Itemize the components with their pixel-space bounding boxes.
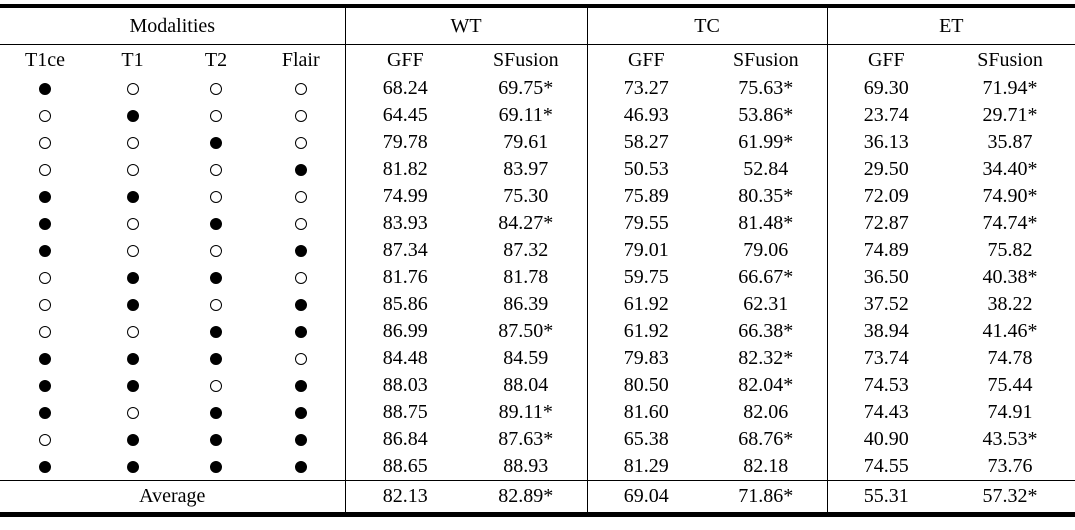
value-cell: 74.55 xyxy=(827,453,945,481)
table-row xyxy=(0,183,1075,210)
value-cell: 73.27 xyxy=(587,75,705,102)
modality-cell xyxy=(0,426,90,453)
modality-cell xyxy=(90,129,175,156)
value-cell: 73.76 xyxy=(987,455,1033,477)
modality-cell xyxy=(90,210,175,237)
value-cell: 52.84 xyxy=(743,158,789,180)
open-circle-icon xyxy=(127,326,139,338)
filled-circle-icon xyxy=(127,461,139,473)
open-circle-icon xyxy=(295,191,307,203)
average-label: Average xyxy=(0,481,345,515)
value-cell: 82.32* xyxy=(738,347,794,369)
open-circle-icon xyxy=(210,245,222,257)
filled-circle-icon xyxy=(127,110,139,122)
column-group-header-row xyxy=(0,6,1075,45)
value-cell: 36.50 xyxy=(827,264,945,291)
modality-cell xyxy=(257,345,345,372)
value-cell: 46.93 xyxy=(587,102,705,129)
value-cell: 87.34 xyxy=(345,237,465,264)
table-row xyxy=(0,129,1075,156)
open-circle-icon xyxy=(127,407,139,419)
value-cell: 71.86* xyxy=(705,481,827,515)
table-row xyxy=(0,237,1075,264)
open-circle-icon xyxy=(39,299,51,311)
modality-cell xyxy=(0,372,90,399)
modality-cell xyxy=(0,345,90,372)
table-row xyxy=(0,210,1075,237)
filled-circle-icon xyxy=(295,407,307,419)
table-body xyxy=(0,75,1075,481)
modality-cell xyxy=(0,399,90,426)
filled-circle-icon xyxy=(39,380,51,392)
filled-circle-icon xyxy=(39,218,51,230)
filled-circle-icon xyxy=(127,353,139,365)
value-cell: 75.82 xyxy=(987,239,1033,261)
open-circle-icon xyxy=(39,164,51,176)
filled-circle-icon xyxy=(127,434,139,446)
filled-circle-icon xyxy=(295,164,307,176)
filled-circle-icon xyxy=(210,353,222,365)
open-circle-icon xyxy=(127,137,139,149)
group-header-et: ET xyxy=(827,6,1075,45)
value-cell: 61.92 xyxy=(587,291,705,318)
value-cell: 66.67* xyxy=(738,266,794,288)
table-row xyxy=(0,318,1075,345)
value-cell: 88.03 xyxy=(345,372,465,399)
column-header-t1: T1 xyxy=(121,48,144,71)
filled-circle-icon xyxy=(39,245,51,257)
value-cell: 29.50 xyxy=(827,156,945,183)
filled-circle-icon xyxy=(295,461,307,473)
value-cell: 69.04 xyxy=(587,481,705,515)
value-cell: 74.74* xyxy=(982,212,1038,234)
value-cell: 81.48* xyxy=(738,212,794,234)
filled-circle-icon xyxy=(210,218,222,230)
value-cell: 80.35* xyxy=(738,185,794,207)
value-cell: 40.90 xyxy=(827,426,945,453)
value-cell: 65.38 xyxy=(587,426,705,453)
open-circle-icon xyxy=(210,164,222,176)
modality-cell xyxy=(175,453,257,481)
value-cell: 86.39 xyxy=(503,293,549,315)
filled-circle-icon xyxy=(210,272,222,284)
value-cell: 82.04* xyxy=(738,374,794,396)
value-cell: 35.87 xyxy=(987,131,1033,153)
value-cell: 71.94* xyxy=(982,77,1038,99)
value-cell: 81.76 xyxy=(345,264,465,291)
table-row xyxy=(0,156,1075,183)
open-circle-icon xyxy=(295,110,307,122)
value-cell: 29.71* xyxy=(982,104,1038,126)
open-circle-icon xyxy=(210,110,222,122)
modality-cell xyxy=(257,156,345,183)
modality-cell xyxy=(0,453,90,481)
modality-cell xyxy=(0,264,90,291)
value-cell: 23.74 xyxy=(827,102,945,129)
filled-circle-icon xyxy=(295,299,307,311)
group-header-wt: WT xyxy=(345,6,587,45)
modality-cell xyxy=(175,399,257,426)
value-cell: 74.78 xyxy=(987,347,1033,369)
modality-cell xyxy=(257,264,345,291)
modality-cell xyxy=(175,102,257,129)
open-circle-icon xyxy=(295,353,307,365)
value-cell: 41.46* xyxy=(982,320,1038,342)
open-circle-icon xyxy=(210,191,222,203)
value-cell: 66.38* xyxy=(738,320,794,342)
modality-cell xyxy=(257,75,345,102)
value-cell: 79.61 xyxy=(503,131,549,153)
filled-circle-icon xyxy=(295,380,307,392)
value-cell: 83.93 xyxy=(345,210,465,237)
modality-cell xyxy=(175,426,257,453)
modality-cell xyxy=(175,372,257,399)
value-cell: 50.53 xyxy=(587,156,705,183)
modality-cell xyxy=(257,318,345,345)
value-cell: 81.60 xyxy=(587,399,705,426)
value-cell: 84.27* xyxy=(498,212,554,234)
table-row xyxy=(0,75,1075,102)
modality-cell xyxy=(0,318,90,345)
open-circle-icon xyxy=(39,137,51,149)
modality-cell xyxy=(175,264,257,291)
value-cell: 86.99 xyxy=(345,318,465,345)
table-row xyxy=(0,399,1075,426)
column-header-flair: Flair xyxy=(281,48,320,71)
filled-circle-icon xyxy=(39,191,51,203)
modality-cell xyxy=(0,210,90,237)
value-cell: 74.90* xyxy=(982,185,1038,207)
value-cell: 82.13 xyxy=(345,481,465,515)
value-cell: 75.30 xyxy=(503,185,549,207)
average-row xyxy=(0,481,1075,515)
modality-cell xyxy=(175,345,257,372)
column-header-wt-sfusion: SFusion xyxy=(493,48,559,71)
modality-cell xyxy=(90,372,175,399)
value-cell: 74.43 xyxy=(827,399,945,426)
modality-cell xyxy=(257,102,345,129)
modality-cell xyxy=(175,237,257,264)
column-header-wt-gff: GFF xyxy=(345,45,465,76)
value-cell: 74.53 xyxy=(827,372,945,399)
filled-circle-icon xyxy=(39,461,51,473)
filled-circle-icon xyxy=(210,326,222,338)
value-cell: 75.63* xyxy=(738,77,794,99)
value-cell: 79.83 xyxy=(587,345,705,372)
modality-cell xyxy=(0,237,90,264)
value-cell: 73.74 xyxy=(827,345,945,372)
table-row xyxy=(0,426,1075,453)
filled-circle-icon xyxy=(295,245,307,257)
value-cell: 64.45 xyxy=(345,102,465,129)
value-cell: 83.97 xyxy=(503,158,549,180)
value-cell: 81.82 xyxy=(345,156,465,183)
open-circle-icon xyxy=(295,272,307,284)
modality-cell xyxy=(90,75,175,102)
filled-circle-icon xyxy=(210,137,222,149)
modality-cell xyxy=(175,318,257,345)
column-header-tc-gff: GFF xyxy=(587,45,705,76)
table-row xyxy=(0,291,1075,318)
filled-circle-icon xyxy=(210,461,222,473)
modality-cell xyxy=(0,129,90,156)
value-cell: 88.04 xyxy=(503,374,549,396)
filled-circle-icon xyxy=(295,326,307,338)
column-header-t1ce: T1ce xyxy=(25,48,65,71)
filled-circle-icon xyxy=(295,434,307,446)
table-row xyxy=(0,453,1075,481)
value-cell: 61.99* xyxy=(738,131,794,153)
modality-cell xyxy=(90,345,175,372)
value-cell: 69.30 xyxy=(827,75,945,102)
column-header-tc-sfusion: SFusion xyxy=(733,48,799,71)
value-cell: 43.53* xyxy=(982,428,1038,450)
modality-cell xyxy=(0,183,90,210)
open-circle-icon xyxy=(210,83,222,95)
filled-circle-icon xyxy=(210,434,222,446)
value-cell: 87.63* xyxy=(498,428,554,450)
open-circle-icon xyxy=(295,83,307,95)
value-cell: 79.06 xyxy=(743,239,789,261)
value-cell: 69.75* xyxy=(498,77,554,99)
modality-cell xyxy=(0,102,90,129)
value-cell: 89.11* xyxy=(498,401,553,423)
value-cell: 74.99 xyxy=(345,183,465,210)
column-header-row xyxy=(0,45,1075,76)
column-header-et-sfusion: SFusion xyxy=(977,48,1043,71)
results-table xyxy=(0,4,1075,517)
modality-cell xyxy=(175,183,257,210)
filled-circle-icon xyxy=(127,191,139,203)
value-cell: 55.31 xyxy=(827,481,945,515)
open-circle-icon xyxy=(295,137,307,149)
open-circle-icon xyxy=(127,245,139,257)
value-cell: 61.92 xyxy=(587,318,705,345)
table-row xyxy=(0,372,1075,399)
value-cell: 87.50* xyxy=(498,320,554,342)
filled-circle-icon xyxy=(127,299,139,311)
modality-cell xyxy=(175,75,257,102)
open-circle-icon xyxy=(39,326,51,338)
value-cell: 84.48 xyxy=(345,345,465,372)
table-row xyxy=(0,345,1075,372)
modality-cell xyxy=(175,291,257,318)
filled-circle-icon xyxy=(39,407,51,419)
modality-cell xyxy=(90,318,175,345)
value-cell: 81.78 xyxy=(503,266,549,288)
value-cell: 53.86* xyxy=(738,104,794,126)
filled-circle-icon xyxy=(127,380,139,392)
column-header-et-gff: GFF xyxy=(827,45,945,76)
open-circle-icon xyxy=(210,299,222,311)
value-cell: 59.75 xyxy=(587,264,705,291)
value-cell: 68.76* xyxy=(738,428,794,450)
value-cell: 72.87 xyxy=(827,210,945,237)
open-circle-icon xyxy=(210,380,222,392)
value-cell: 40.38* xyxy=(982,266,1038,288)
modality-cell xyxy=(257,399,345,426)
value-cell: 34.40* xyxy=(982,158,1038,180)
value-cell: 68.24 xyxy=(345,75,465,102)
modality-cell xyxy=(90,453,175,481)
value-cell: 57.32* xyxy=(945,481,1075,515)
value-cell: 75.44 xyxy=(987,374,1033,396)
open-circle-icon xyxy=(39,272,51,284)
modality-cell xyxy=(175,156,257,183)
modality-cell xyxy=(90,426,175,453)
value-cell: 88.65 xyxy=(345,453,465,481)
value-cell: 84.59 xyxy=(503,347,549,369)
value-cell: 88.75 xyxy=(345,399,465,426)
filled-circle-icon xyxy=(127,272,139,284)
modality-cell xyxy=(90,291,175,318)
column-header-t2: T2 xyxy=(204,48,228,71)
modality-cell xyxy=(90,102,175,129)
filled-circle-icon xyxy=(39,83,51,95)
modality-cell xyxy=(257,426,345,453)
filled-circle-icon xyxy=(210,407,222,419)
modality-cell xyxy=(0,291,90,318)
open-circle-icon xyxy=(39,110,51,122)
value-cell: 80.50 xyxy=(587,372,705,399)
modality-cell xyxy=(90,237,175,264)
value-cell: 79.01 xyxy=(587,237,705,264)
value-cell: 88.93 xyxy=(503,455,549,477)
modality-cell xyxy=(257,237,345,264)
modality-cell xyxy=(90,399,175,426)
value-cell: 79.78 xyxy=(345,129,465,156)
modality-cell xyxy=(90,183,175,210)
value-cell: 86.84 xyxy=(345,426,465,453)
value-cell: 87.32 xyxy=(503,239,549,261)
modality-cell xyxy=(257,129,345,156)
group-header-tc: TC xyxy=(587,6,827,45)
value-cell: 72.09 xyxy=(827,183,945,210)
value-cell: 58.27 xyxy=(587,129,705,156)
value-cell: 74.91 xyxy=(987,401,1033,423)
value-cell: 38.22 xyxy=(987,293,1033,315)
modality-cell xyxy=(0,75,90,102)
filled-circle-icon xyxy=(39,353,51,365)
value-cell: 38.94 xyxy=(827,318,945,345)
value-cell: 79.55 xyxy=(587,210,705,237)
modality-cell xyxy=(257,453,345,481)
value-cell: 75.89 xyxy=(587,183,705,210)
value-cell: 62.31 xyxy=(743,293,789,315)
value-cell: 81.29 xyxy=(587,453,705,481)
value-cell: 74.89 xyxy=(827,237,945,264)
modality-cell xyxy=(257,291,345,318)
group-header-modalities: Modalities xyxy=(0,6,345,45)
value-cell: 37.52 xyxy=(827,291,945,318)
modality-cell xyxy=(175,210,257,237)
value-cell: 82.18 xyxy=(743,455,789,477)
value-cell: 82.89* xyxy=(465,481,587,515)
value-cell: 69.11* xyxy=(498,104,553,126)
modality-cell xyxy=(257,183,345,210)
modality-cell xyxy=(257,210,345,237)
modality-cell xyxy=(90,156,175,183)
table-row xyxy=(0,102,1075,129)
modality-cell xyxy=(90,264,175,291)
value-cell: 36.13 xyxy=(827,129,945,156)
open-circle-icon xyxy=(127,218,139,230)
open-circle-icon xyxy=(127,83,139,95)
open-circle-icon xyxy=(295,218,307,230)
modality-cell xyxy=(175,129,257,156)
value-cell: 85.86 xyxy=(345,291,465,318)
open-circle-icon xyxy=(127,164,139,176)
table-row xyxy=(0,264,1075,291)
value-cell: 82.06 xyxy=(743,401,789,423)
open-circle-icon xyxy=(39,434,51,446)
modality-cell xyxy=(0,156,90,183)
modality-cell xyxy=(257,372,345,399)
